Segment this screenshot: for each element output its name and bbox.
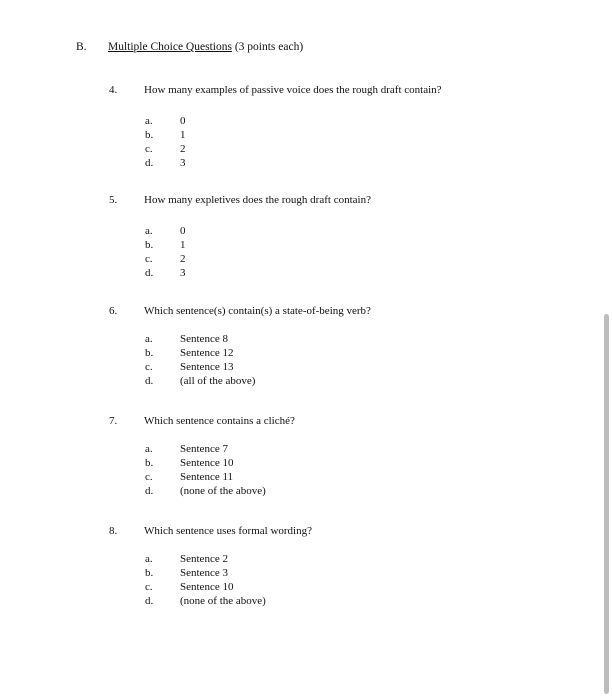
option-d[interactable] <box>0 485 400 499</box>
option-value: 1 <box>180 239 186 251</box>
option-b[interactable] <box>0 239 400 253</box>
option-letter: c. <box>145 581 153 593</box>
option-letter: c. <box>145 253 153 265</box>
option-d[interactable] <box>0 375 400 389</box>
option-value: 3 <box>180 157 186 169</box>
option-a[interactable] <box>0 115 400 129</box>
option-b[interactable] <box>0 347 400 361</box>
question-text: How many expletives does the rough draft contain? <box>144 194 371 206</box>
option-c[interactable] <box>0 143 400 157</box>
option-c[interactable] <box>0 581 400 595</box>
question-number: 5. <box>109 194 118 206</box>
option-letter: b. <box>145 347 154 359</box>
option-a[interactable] <box>0 553 400 567</box>
option-c[interactable] <box>0 361 400 375</box>
question-text: Which sentence uses formal wording? <box>144 525 312 537</box>
option-d[interactable] <box>0 267 400 281</box>
option-value: (none of the above) <box>180 485 266 497</box>
question-text: How many examples of passive voice does the rough draft contain? <box>144 84 442 96</box>
section-title-suffix: (3 points each) <box>231 41 304 53</box>
option-letter: d. <box>145 375 154 387</box>
option-value: Sentence 12 <box>180 347 234 359</box>
option-value: 0 <box>180 115 186 127</box>
option-value: Sentence 10 <box>180 581 234 593</box>
option-b[interactable] <box>0 457 400 471</box>
section-title <box>108 41 303 53</box>
option-letter: b. <box>145 567 154 579</box>
option-letter: a. <box>145 225 153 237</box>
section-letter: B. <box>76 41 87 53</box>
option-value: (all of the above) <box>180 375 256 387</box>
question-number: 8. <box>109 525 118 537</box>
question-text: Which sentence contains a cliché? <box>144 415 295 427</box>
option-letter: d. <box>145 595 154 607</box>
option-letter: a. <box>145 333 153 345</box>
option-value: Sentence 3 <box>180 567 228 579</box>
option-value: Sentence 2 <box>180 553 228 565</box>
option-value: Sentence 7 <box>180 443 228 455</box>
option-letter: b. <box>145 239 154 251</box>
option-d[interactable] <box>0 595 400 609</box>
option-value: Sentence 13 <box>180 361 234 373</box>
option-c[interactable] <box>0 471 400 485</box>
option-letter: a. <box>145 443 153 455</box>
option-letter: d. <box>145 157 154 169</box>
option-letter: c. <box>145 361 153 373</box>
option-letter: d. <box>145 267 154 279</box>
option-b[interactable] <box>0 567 400 581</box>
option-value: 1 <box>180 129 186 141</box>
option-value: (none of the above) <box>180 595 266 607</box>
option-letter: c. <box>145 143 153 155</box>
option-letter: a. <box>145 553 153 565</box>
option-value: 2 <box>180 143 186 155</box>
section-title-underlined: Multiple Choice Questions <box>108 41 232 53</box>
option-value: Sentence 10 <box>180 457 234 469</box>
option-letter: b. <box>145 457 154 469</box>
option-letter: b. <box>145 129 154 141</box>
option-b[interactable] <box>0 129 400 143</box>
option-d[interactable] <box>0 157 400 171</box>
option-value: 0 <box>180 225 186 237</box>
option-value: Sentence 11 <box>180 471 234 483</box>
vertical-scrollbar[interactable] <box>604 314 609 694</box>
question-number: 6. <box>109 305 118 317</box>
question-text: Which sentence(s) contain(s) a state-of-being verb? <box>144 305 371 317</box>
option-value: 3 <box>180 267 186 279</box>
option-value: 2 <box>180 253 186 265</box>
option-letter: a. <box>145 115 153 127</box>
option-value: Sentence 8 <box>180 333 228 345</box>
option-letter: d. <box>145 485 154 497</box>
option-letter: c. <box>145 471 153 483</box>
question-number: 7. <box>109 415 118 427</box>
option-c[interactable] <box>0 253 400 267</box>
option-a[interactable] <box>0 333 400 347</box>
question-number: 4. <box>109 84 118 96</box>
option-a[interactable] <box>0 443 400 457</box>
option-a[interactable] <box>0 225 400 239</box>
